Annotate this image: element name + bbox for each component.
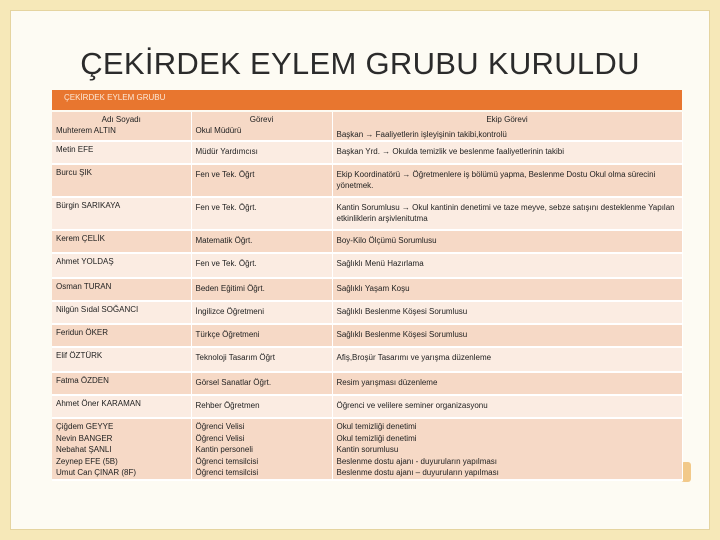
table-row [52,395,682,418]
name-cell [52,418,191,480]
duty-cell: Türkçe Öğretmeni [191,324,332,347]
team-duty-cell: Sağlıklı Yaşam Koşu [332,278,682,301]
cell-line: Öğrenci temsilcisi [195,456,259,466]
cell-line: Öğrenci temsilcisi [195,468,259,478]
table-caption: ÇEKİRDEK EYLEM GRUBU [64,93,166,102]
duty-cell: Matematik Öğrt. [191,230,332,253]
cell-line: Kantin personeli [195,445,253,455]
name-cell: Elif ÖZTÜRK [52,347,191,372]
team-duty-cell: Öğrenci ve velilere seminer organizasyonu [332,395,682,418]
cell-line: Umut Can ÇINAR (8F) [56,468,137,478]
header-row [52,112,682,141]
cell-line: Öğrenci Velisi [195,422,245,431]
table-caption-bar [52,90,682,110]
table-row [52,164,682,197]
row-duty: Okul Müdürü [195,126,242,135]
cell-line: Zeynep EFE (5B) [56,456,118,466]
team-duty-cell: Boy-Kilo Ölçümü Sorumlusu [332,230,682,253]
duty-cell: Müdür Yardımcısı [191,141,332,164]
table-row [52,141,682,164]
duty-cell: Beden Eğitimi Öğrt. [191,278,332,301]
table-row [52,324,682,347]
team-duty-cell: Sağlıklı Menü Hazırlama [332,253,682,278]
team-duty-cell: Ekip Koordinatörü → Öğretmenlere iş bölümü yapma, Beslenme Dostu Okul olma sürecini yönetmek. [332,164,682,197]
team-duty-cell: Afiş,Broşür Tasarımı ve yarışma düzenleme [332,347,682,372]
table-row [52,301,682,324]
duty-cell: Fen ve Tek. Öğrt [191,164,332,197]
duty-cell: Fen ve Tek. Öğrt. [191,253,332,278]
name-cell: Nilgün Sıdal SOĞANCI [52,301,191,324]
table-row [52,253,682,278]
name-cell: Ahmet YOLDAŞ [52,253,191,278]
name-cell: Fatma ÖZDEN [52,372,191,395]
team-duty-cell: Sağlıklı Beslenme Köşesi Sorumlusu [332,301,682,324]
table-row [52,197,682,230]
name-cell: Ahmet Öner KARAMAN [52,395,191,418]
header-name: Adı Soyadı [101,115,141,124]
header-duty: Görevi [249,115,274,124]
duty-cell: İngilizce Öğretmeni [191,301,332,324]
table-row [52,230,682,253]
table-row [52,347,682,372]
team-duty-cell: Kantin Sorumlusu → Okul kantinin denetimi ve taze meyve, sebze satışını desteklenme Yapılan etkinliklerin arşivlenitutma [332,197,682,230]
duty-cell [191,418,332,480]
duty-cell: Teknoloji Tasarım Öğrt [191,347,332,372]
table-row-group [52,418,682,480]
name-cell: Kerem ÇELİK [52,230,191,253]
table-row [52,278,682,301]
team-duty-cell [332,112,682,141]
cell-line: Okul temizliği denetimi [336,433,417,443]
name-cell: Feridun ÖKER [52,324,191,347]
cell-line: Nevin BANGER [56,433,113,443]
name-cell: Bürgin SARIKAYA [52,197,191,230]
cell-line: Nebahat ŞANLI [56,445,112,455]
duty-cell: Görsel Sanatlar Öğrt. [191,372,332,395]
table-row [52,372,682,395]
cell-line: Okul temizliği denetimi [336,422,417,431]
header-team-duty: Ekip Görevi [486,115,528,124]
name-cell [52,112,191,141]
decorative-tab [681,462,691,482]
duty-cell: Fen ve Tek. Öğrt. [191,197,332,230]
row-name: Muhterem ALTIN [56,126,116,135]
row-team-duty: Başkan → Faaliyetlerin işleyişinin takibi,kontrolü [336,130,507,139]
cell-line: Öğrenci Velisi [195,433,245,443]
team-duty-cell: Resim yarışması düzenleme [332,372,682,395]
slide-title: ÇEKİRDEK EYLEM GRUBU KURULDU [80,46,640,81]
team-table [52,112,683,481]
cell-line: Çiğdem GEYYE [56,422,114,431]
cell-line: Beslenme dostu ajanı – duyuruların yapılması [336,468,499,478]
cell-line: Kantin sorumlusu [336,445,399,455]
team-duty-cell [332,418,682,480]
cell-line: Beslenme dostu ajanı - duyuruların yapılması [336,456,498,466]
name-cell: Metin EFE [52,141,191,164]
duty-cell [191,112,332,141]
duty-cell: Rehber Öğretmen [191,395,332,418]
name-cell: Burcu ŞIK [52,164,191,197]
team-duty-cell: Sağlıklı Beslenme Köşesi Sorumlusu [332,324,682,347]
team-duty-cell: Başkan Yrd. → Okulda temizlik ve beslenme faaliyetlerinin takibi [332,141,682,164]
name-cell: Osman TURAN [52,278,191,301]
